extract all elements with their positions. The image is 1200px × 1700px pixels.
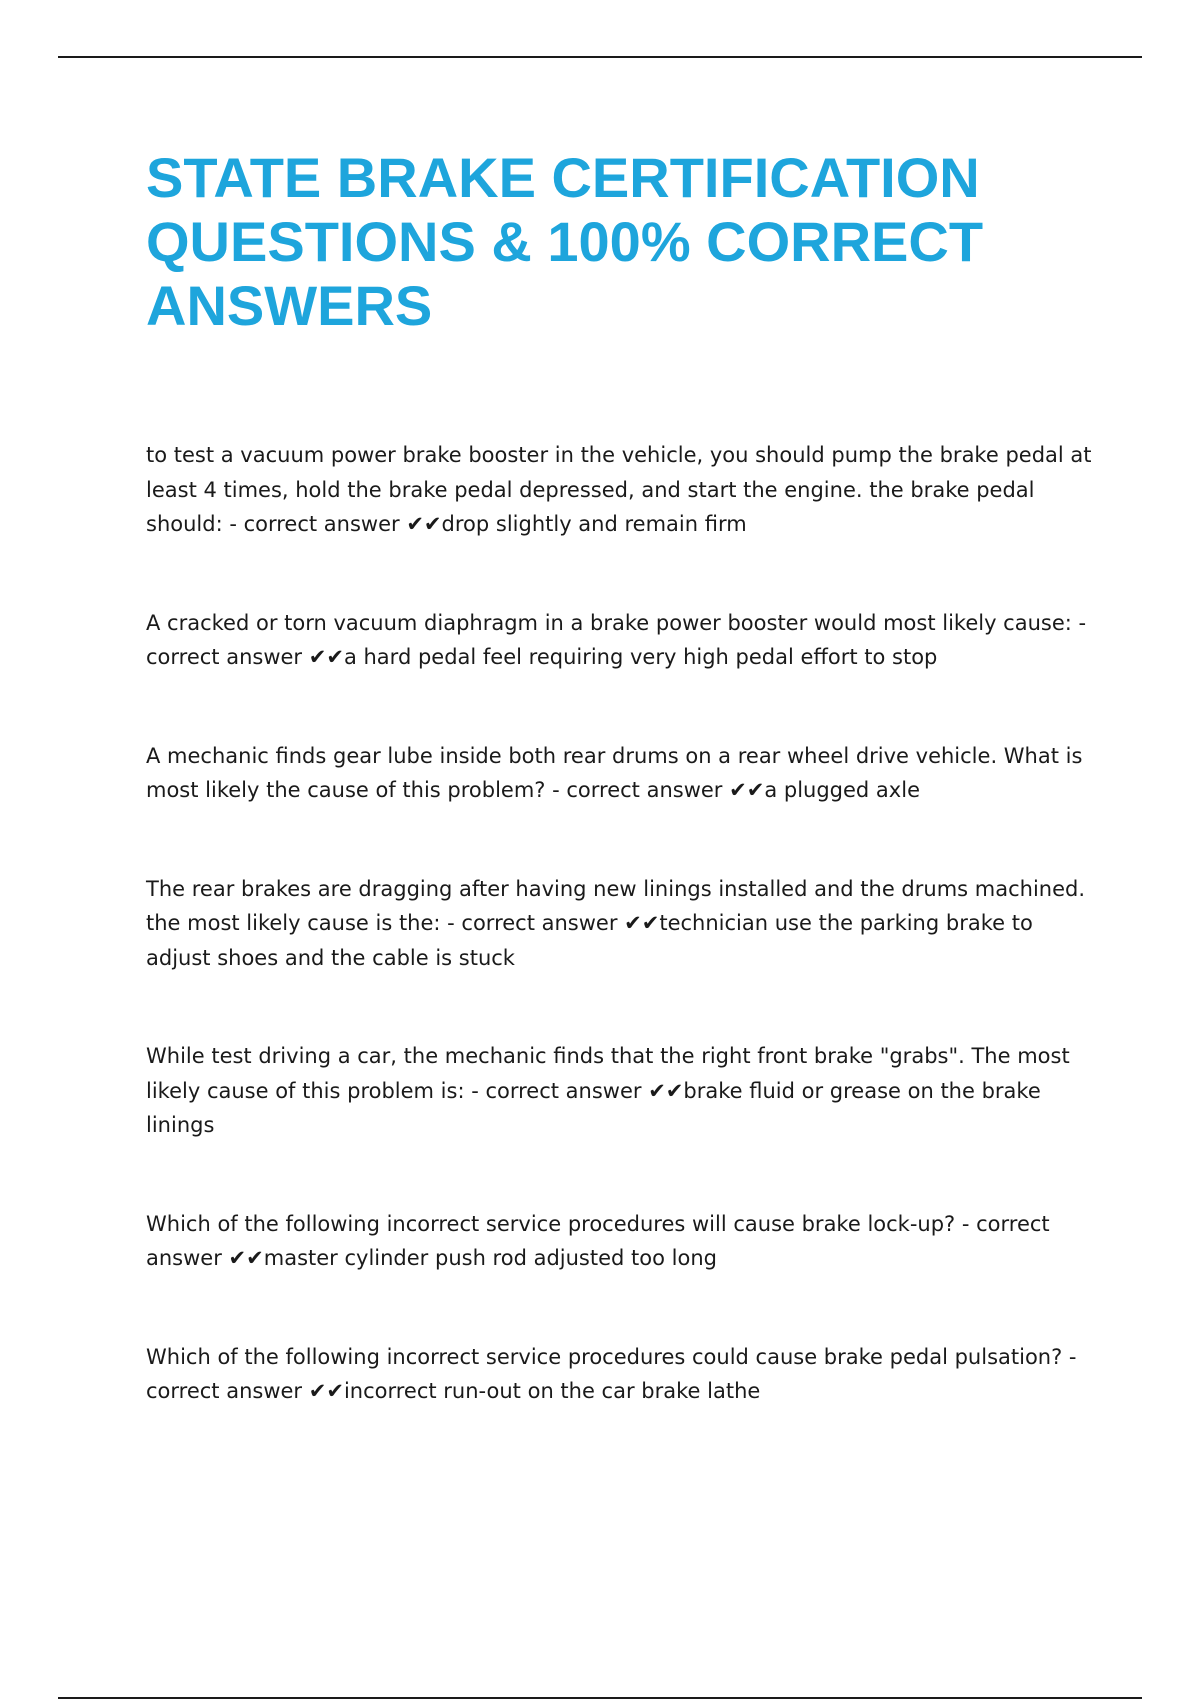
question-text: While test driving a car, the mechanic finds that the right front brake "grabs". The most likely cause of this problem is: - correct answer xyxy=(146,1044,1070,1103)
qa-item xyxy=(146,739,1096,808)
double-check-icon: ✔✔ xyxy=(729,778,765,802)
answer-text: technician use the parking brake to adjust shoes and the cable is stuck xyxy=(146,911,1033,970)
question-text: Which of the following incorrect service procedures will cause brake lock-up? - correct answer xyxy=(146,1211,1050,1270)
double-check-icon: ✔✔ xyxy=(308,645,344,669)
qa-item xyxy=(146,1340,1096,1409)
answer-text: master cylinder push rod adjusted too long xyxy=(263,1246,717,1270)
document-title: STATE BRAKE CERTIFICATION QUESTIONS & 100% CORRECT ANSWERS xyxy=(146,146,984,337)
double-check-icon: ✔✔ xyxy=(648,1078,684,1103)
qa-list xyxy=(146,438,1096,1409)
question-text: Which of the following incorrect service procedures could cause brake pedal pulsation? - correct answer xyxy=(146,1344,1077,1403)
footer-rule xyxy=(58,1697,1142,1699)
double-check-icon: ✔✔ xyxy=(308,1379,344,1403)
answer-text: a plugged axle xyxy=(764,778,920,802)
answer-text: brake fluid or grease on the brake linings xyxy=(146,1078,1041,1137)
qa-item xyxy=(146,438,1096,542)
qa-item xyxy=(146,606,1096,675)
answer-text: drop slightly and remain firm xyxy=(441,512,747,536)
answer-text: a hard pedal feel requiring very high pedal effort to stop xyxy=(343,645,938,669)
question-text: A mechanic finds gear lube inside both rear drums on a rear wheel drive vehicle. What is most likely the cause of this problem? - correct answer xyxy=(146,743,1083,802)
double-check-icon: ✔✔ xyxy=(228,1246,264,1270)
answer-text: incorrect run-out on the car brake lathe xyxy=(343,1379,761,1403)
qa-item xyxy=(146,872,1096,976)
header-rule xyxy=(58,56,1142,58)
double-check-icon: ✔✔ xyxy=(406,512,442,536)
question-text: to test a vacuum power brake booster in the vehicle, you should pump the brake pedal at least 4 times, hold the brake pedal depressed, and start the engine. the brake pedal should: - correct answer xyxy=(146,443,1092,536)
qa-item xyxy=(146,1207,1096,1276)
qa-item xyxy=(146,1039,1096,1143)
question-text: The rear brakes are dragging after having new linings installed and the drums machined. the most likely cause is the: - correct answer xyxy=(146,876,1086,935)
question-text: A cracked or torn vacuum diaphragm in a brake power booster would most likely cause: - correct answer xyxy=(146,610,1087,669)
double-check-icon: ✔✔ xyxy=(624,911,660,935)
